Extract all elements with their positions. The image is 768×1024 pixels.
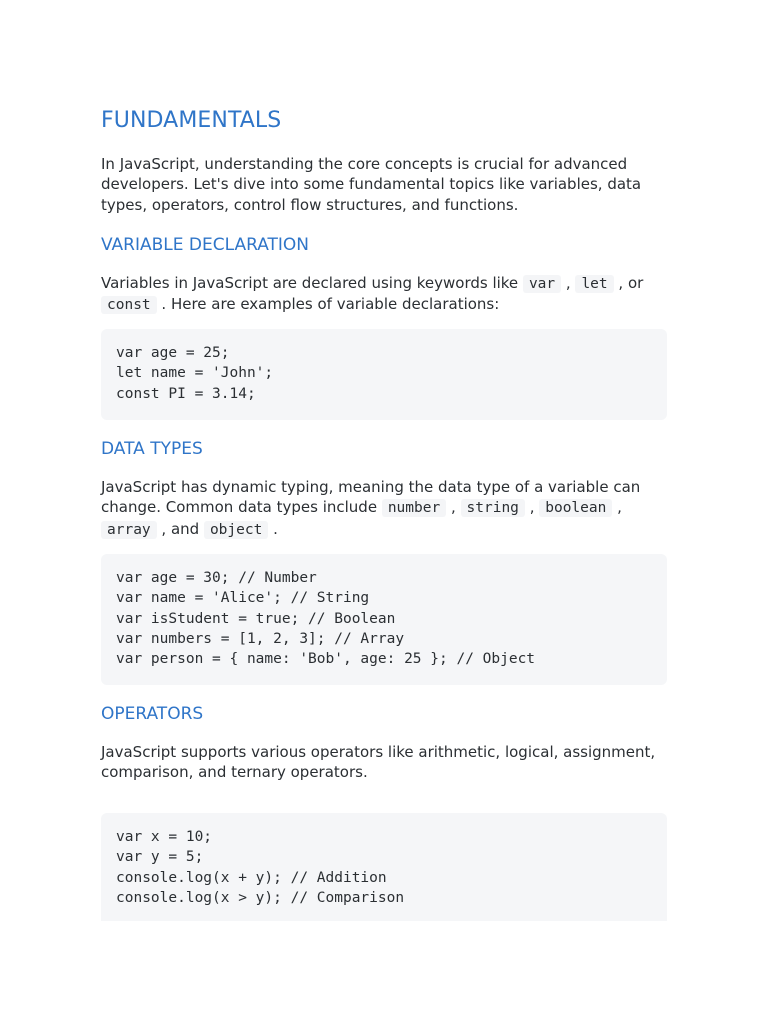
code-line: console.log(x + y); // Addition: [116, 869, 387, 886]
inline-code-number: number: [382, 499, 446, 517]
code-line: const PI = 3.14;: [116, 385, 256, 402]
inline-code-string: string: [461, 499, 525, 517]
code-line: var numbers = [1, 2, 3]; // Array: [116, 630, 405, 647]
code-line: var age = 30; // Number: [116, 570, 317, 586]
inline-code-object: object: [204, 521, 268, 539]
page-bottom-margin: [0, 921, 768, 1024]
datatypes-text-after: .: [268, 519, 278, 538]
datatypes-text-before: JavaScript has dynamic typing, meaning the data type of a variable can change. Common data types include: [101, 478, 641, 517]
heading-data-types: DATA TYPES: [101, 439, 203, 459]
page-title: FUNDAMENTALS: [101, 108, 282, 133]
inline-code-array: array: [101, 521, 157, 539]
operators-paragraph: JavaScript supports various operators like arithmetic, logical, assignment, comparison, and ternary operators.: [101, 743, 656, 782]
heading-operators: OPERATORS: [101, 704, 204, 724]
datatypes-sep-1: ,: [446, 498, 461, 517]
variables-paragraph: [101, 273, 667, 316]
variables-sep-1: ,: [561, 274, 576, 292]
code-line: var x = 10;: [116, 829, 213, 845]
inline-code-let: let: [575, 275, 613, 293]
heading-variable-declaration: VARIABLE DECLARATION: [101, 235, 310, 255]
code-line: var y = 5;: [116, 849, 204, 866]
inline-code-var: var: [523, 275, 561, 293]
code-line: var isStudent = true; // Boolean: [116, 610, 396, 627]
code-line: var person = { name: 'Bob', age: 25 }; // Object: [116, 651, 536, 668]
code-line: var name = 'Alice'; // String: [116, 590, 370, 607]
inline-code-const: const: [101, 296, 157, 314]
code-block-variables: [101, 329, 667, 420]
datatypes-paragraph: [101, 477, 667, 540]
datatypes-sep-3: ,: [612, 498, 622, 517]
code-line: let name = 'John';: [116, 365, 274, 382]
datatypes-sep-2: ,: [524, 498, 540, 517]
variables-text-before: Variables in JavaScript are declared using keywords like: [101, 274, 523, 292]
code-line: console.log(x > y); // Comparison: [116, 889, 405, 906]
datatypes-sep-4: , and: [156, 519, 204, 538]
intro-paragraph: In JavaScript, understanding the core concepts is crucial for advanced developers. Let's dive into some fundamental topics like variables, data types, operators, control flow structures, and functions.: [101, 155, 642, 214]
code-block-data-types: [101, 554, 667, 685]
inline-code-boolean: boolean: [539, 499, 612, 517]
variables-sep-2: , or: [613, 274, 644, 292]
code-line: var age = 25;: [116, 345, 230, 361]
variables-text-after: . Here are examples of variable declarations:: [156, 295, 500, 314]
